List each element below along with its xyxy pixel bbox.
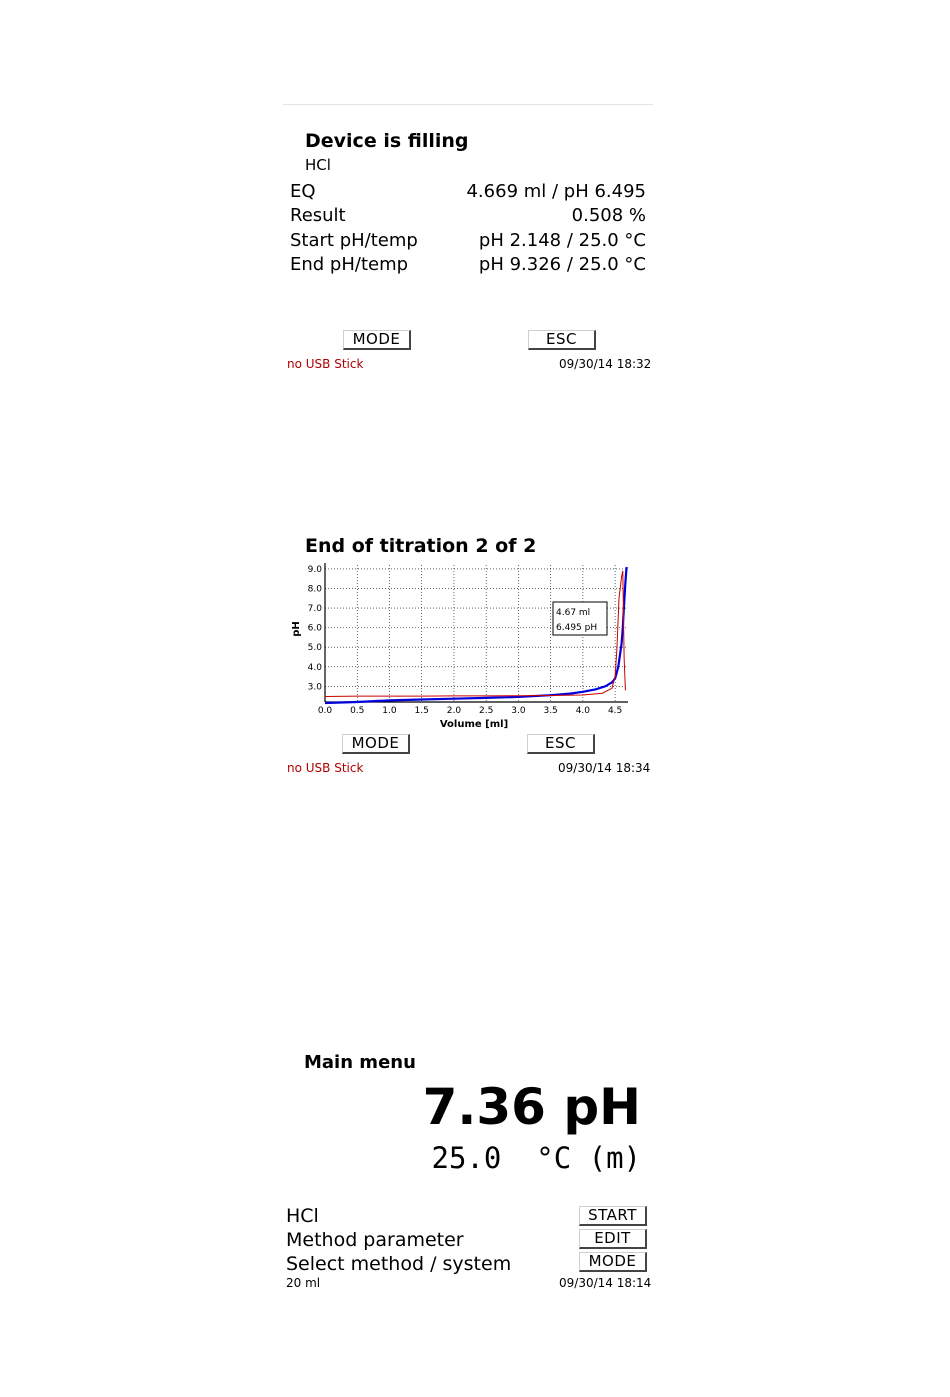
y-tick-label: 8.0	[307, 584, 322, 595]
esc-button[interactable]: ESC	[527, 734, 595, 754]
annotation-volume: 4.67 ml	[556, 608, 591, 618]
result-row-eq	[290, 181, 646, 205]
usb-status: no USB Stick	[287, 357, 364, 371]
row-value: pH 9.326 / 25.0 °C	[478, 254, 646, 275]
x-tick-label: 2.0	[446, 706, 462, 716]
x-tick-label: 0.0	[317, 706, 333, 716]
edit-button[interactable]: EDIT	[579, 1229, 647, 1249]
y-tick-label: 5.0	[307, 643, 322, 654]
y-tick-label: 3.0	[307, 682, 322, 693]
result-row-start	[290, 230, 646, 254]
mode-button[interactable]: MODE	[343, 330, 411, 350]
row-value: 0.508 %	[571, 205, 646, 226]
mode-button[interactable]: MODE	[579, 1252, 647, 1272]
menu-item-select-method[interactable]: Select method / system	[286, 1253, 512, 1275]
x-axis-label: Volume [ml]	[439, 719, 509, 730]
y-tick-label: 6.0	[307, 623, 322, 634]
top-divider	[283, 104, 653, 105]
esc-button[interactable]: ESC	[528, 330, 596, 350]
row-label: Start pH/temp	[290, 230, 418, 251]
result-row-result	[290, 205, 646, 229]
row-label: EQ	[290, 181, 316, 202]
mode-button[interactable]: MODE	[342, 734, 410, 754]
result-row-end	[290, 254, 646, 278]
titration-chart	[283, 557, 643, 732]
datetime: 09/30/14 18:14	[559, 1276, 652, 1290]
row-label: Result	[290, 205, 346, 226]
screen1-title: Device is filling	[305, 130, 469, 152]
screen1-method: HCl	[305, 156, 331, 174]
volume-info: 20 ml	[286, 1276, 321, 1290]
datetime: 09/30/14 18:34	[558, 761, 651, 775]
x-tick-label: 2.5	[479, 706, 494, 716]
y-axis-label: pH	[291, 621, 302, 637]
screen3-title: Main menu	[304, 1052, 416, 1073]
annotation-ph: 6.495 pH	[556, 623, 598, 633]
y-tick-label: 4.0	[307, 662, 322, 673]
y-tick-label: 7.0	[307, 604, 322, 615]
datetime: 09/30/14 18:32	[559, 357, 652, 371]
menu-item-method-parameter[interactable]: Method parameter	[286, 1229, 464, 1251]
temperature-reading: 25.0 °C (m)	[431, 1141, 641, 1175]
ph-reading: 7.36 pH	[422, 1078, 641, 1136]
x-tick-label: 3.5	[543, 706, 558, 716]
usb-status: no USB Stick	[287, 761, 364, 775]
screen2-title: End of titration 2 of 2	[305, 535, 537, 557]
x-tick-label: 1.0	[382, 706, 397, 716]
row-label: End pH/temp	[290, 254, 409, 275]
menu-item-method[interactable]: HCl	[286, 1205, 319, 1227]
start-button[interactable]: START	[579, 1206, 647, 1226]
x-tick-label: 4.5	[607, 706, 623, 716]
x-tick-label: 4.0	[575, 706, 591, 716]
row-value: pH 2.148 / 25.0 °C	[478, 230, 646, 251]
chart-annotation	[553, 602, 607, 635]
row-value: 4.669 ml / pH 6.495	[466, 181, 646, 202]
y-tick-label: 9.0	[307, 564, 322, 575]
x-tick-label: 0.5	[350, 706, 365, 716]
x-tick-label: 1.5	[414, 706, 429, 716]
x-tick-label: 3.0	[511, 706, 526, 716]
